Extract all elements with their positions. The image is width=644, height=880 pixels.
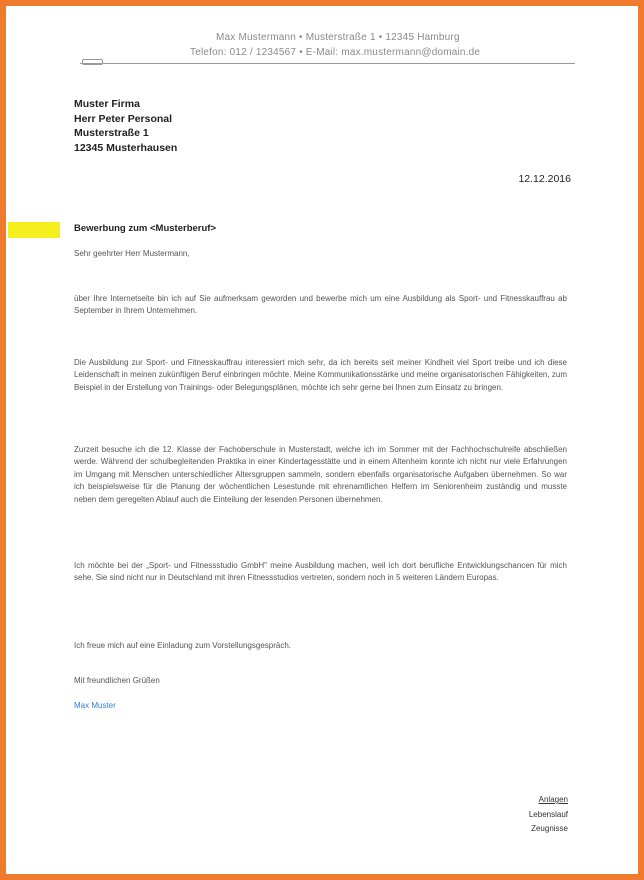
body-paragraph-5: Ich freue mich auf eine Einladung zum Vorstellungsgespräch.	[74, 641, 292, 650]
highlight-marker	[8, 222, 60, 238]
attachment-item: Zeugnisse	[531, 824, 568, 833]
recipient-city: 12345 Musterhausen	[74, 141, 178, 154]
body-paragraph-4: Ich möchte bei der „Sport- und Fitnessstudio GmbH" meine Ausbildung machen, weil ich dort berufliche Entwicklungschancen für mich sehe. Sie sind nicht nur in Deutschland mit ihren Fitnessstudios vertreten, sondern noch in 5 weiteren Ländern Europas.	[74, 561, 567, 583]
letterhead-divider	[80, 63, 575, 64]
recipient-person: Herr Peter Personal	[74, 112, 173, 125]
letterhead-mark	[82, 59, 103, 65]
body-paragraph-1: über Ihre Internetseite bin ich auf Sie aufmerksam geworden und bewerbe mich um eine Ausbildung als Sport- und Fitnesskauffrau ab September in Ihrem Unternehmen.	[74, 294, 567, 316]
letter-closing: Mit freundlichen Grüßen	[74, 676, 160, 685]
sender-line-contact: Telefon: 012 / 1234567 • E-Mail: max.mustermann@domain.de	[190, 47, 481, 58]
sender-line-address: Max Mustermann • Musterstraße 1 • 12345 Hamburg	[216, 32, 460, 43]
recipient-street: Musterstraße 1	[74, 127, 149, 140]
signature-name: Max Muster	[74, 701, 116, 710]
recipient-block	[74, 97, 177, 155]
body-paragraph-2: Die Ausbildung zur Sport- und Fitnesskauffrau interessiert mich sehr, da ich bereits seit meiner Kindheit viel Sport treibe und ich diese Leidenschaft in meinen zukünftigen Beruf einbringen möchte. Meine Kommunikationsstärke und meine organisatorischen Fähigkeiten, zum Beispiel in der Erstellung von Trainings- oder Belegungsplänen, möchte ich sehr gerne bei Ihnen zum Einsatz zu bringen.	[74, 358, 567, 392]
recipient-company: Muster Firma	[74, 98, 140, 110]
attachments-heading: Anlagen	[538, 795, 568, 804]
letter-date: 12.12.2016	[518, 173, 571, 185]
letter-salutation: Sehr geehrter Herr Mustermann,	[74, 249, 190, 258]
letter-subject: Bewerbung zum <Musterberuf>	[74, 223, 216, 234]
attachment-item: Lebenslauf	[528, 810, 568, 819]
body-paragraph-3: Zurzeit besuche ich die 12. Klasse der Fachoberschule in Musterstadt, welche ich im Sommer mit der Fachhochschulreife abschließen werde. Während der schulbegleitenden Praktika in einer Kindertagesstätte und in einem Altenheim konnte ich nicht nur viele Erfahrungen im Umgang mit Menschen unterschiedlicher Altersgruppen sammeln, sondern ebenfalls organisatorische Aufgaben übernehmen. So war ich beispielsweise für die Planung der wöchentlichen Lesestunde mit ehrenamtlichen Helfern im Seniorenheim zuständig und musste neben dem geregelten Ablauf auch die Einteilung der lesenden Personen übernehmen.	[74, 445, 567, 504]
